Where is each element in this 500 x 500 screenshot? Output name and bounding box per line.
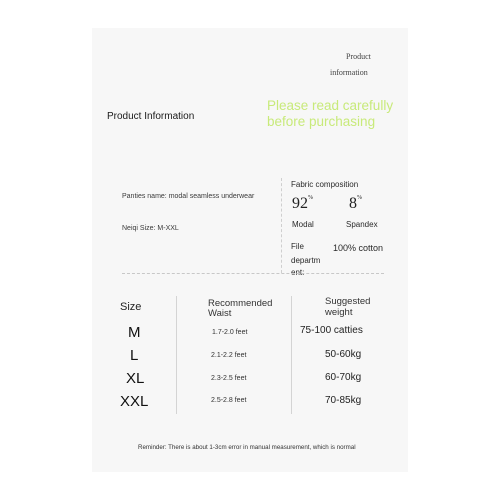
page-title: Product Information xyxy=(107,111,195,122)
modal-percentage xyxy=(292,195,313,213)
product-info-small-line1: Product xyxy=(346,52,371,61)
size-table-divider-1 xyxy=(176,296,177,414)
spandex-percentage xyxy=(349,195,362,213)
table-row-size: XXL xyxy=(120,393,149,410)
table-row-weight: 75-100 catties xyxy=(300,325,363,336)
reminder-note: Reminder: There is about 1-3cm error in manual measurement, which is normal xyxy=(138,444,356,451)
table-row-waist: 2.5-2.8 feet xyxy=(211,397,247,404)
product-info-small-line2: information xyxy=(330,68,368,77)
table-row-waist: 2.1-2.2 feet xyxy=(211,352,247,359)
size-table-divider-2 xyxy=(291,296,292,414)
spandex-label: Spandex xyxy=(346,220,378,229)
waist-header-line2: Waist xyxy=(208,308,232,319)
waist-header-line1: Recommended xyxy=(208,298,273,309)
panties-name: Panties name: modal seamless underwear xyxy=(122,193,255,200)
table-row-size: XL xyxy=(126,370,145,387)
file-department-line3: ent: xyxy=(291,268,305,277)
spandex-percent-sign: % xyxy=(357,195,362,201)
file-department-value: 100% cotton xyxy=(333,243,384,253)
table-row-size: L xyxy=(130,347,139,364)
neiqi-size: Neiqi Size: M-XXL xyxy=(122,225,179,232)
table-row-weight: 60-70kg xyxy=(325,372,362,383)
file-department-line2: departm xyxy=(291,256,321,265)
table-row-size: M xyxy=(128,324,141,341)
file-department-line1: File xyxy=(291,242,304,251)
table-row-waist: 2.3-2.5 feet xyxy=(211,375,247,382)
notice-line1: Please read carefully xyxy=(267,98,394,113)
modal-percent-sign: % xyxy=(308,195,313,201)
fabric-composition-title: Fabric composition xyxy=(291,180,359,189)
modal-label: Modal xyxy=(292,220,314,229)
spandex-number: 8 xyxy=(349,195,357,212)
details-divider xyxy=(281,178,282,273)
table-row-weight: 70-85kg xyxy=(325,395,362,406)
size-header: Size xyxy=(120,301,142,313)
weight-header-line1: Suggested xyxy=(325,296,371,307)
modal-number: 92 xyxy=(292,195,308,212)
table-row-weight: 50-60kg xyxy=(325,349,362,360)
table-row-waist: 1.7-2.0 feet xyxy=(212,329,248,336)
weight-header-line2: weight xyxy=(325,307,353,318)
section-separator xyxy=(122,273,384,274)
notice-line2: before purchasing xyxy=(267,114,376,129)
